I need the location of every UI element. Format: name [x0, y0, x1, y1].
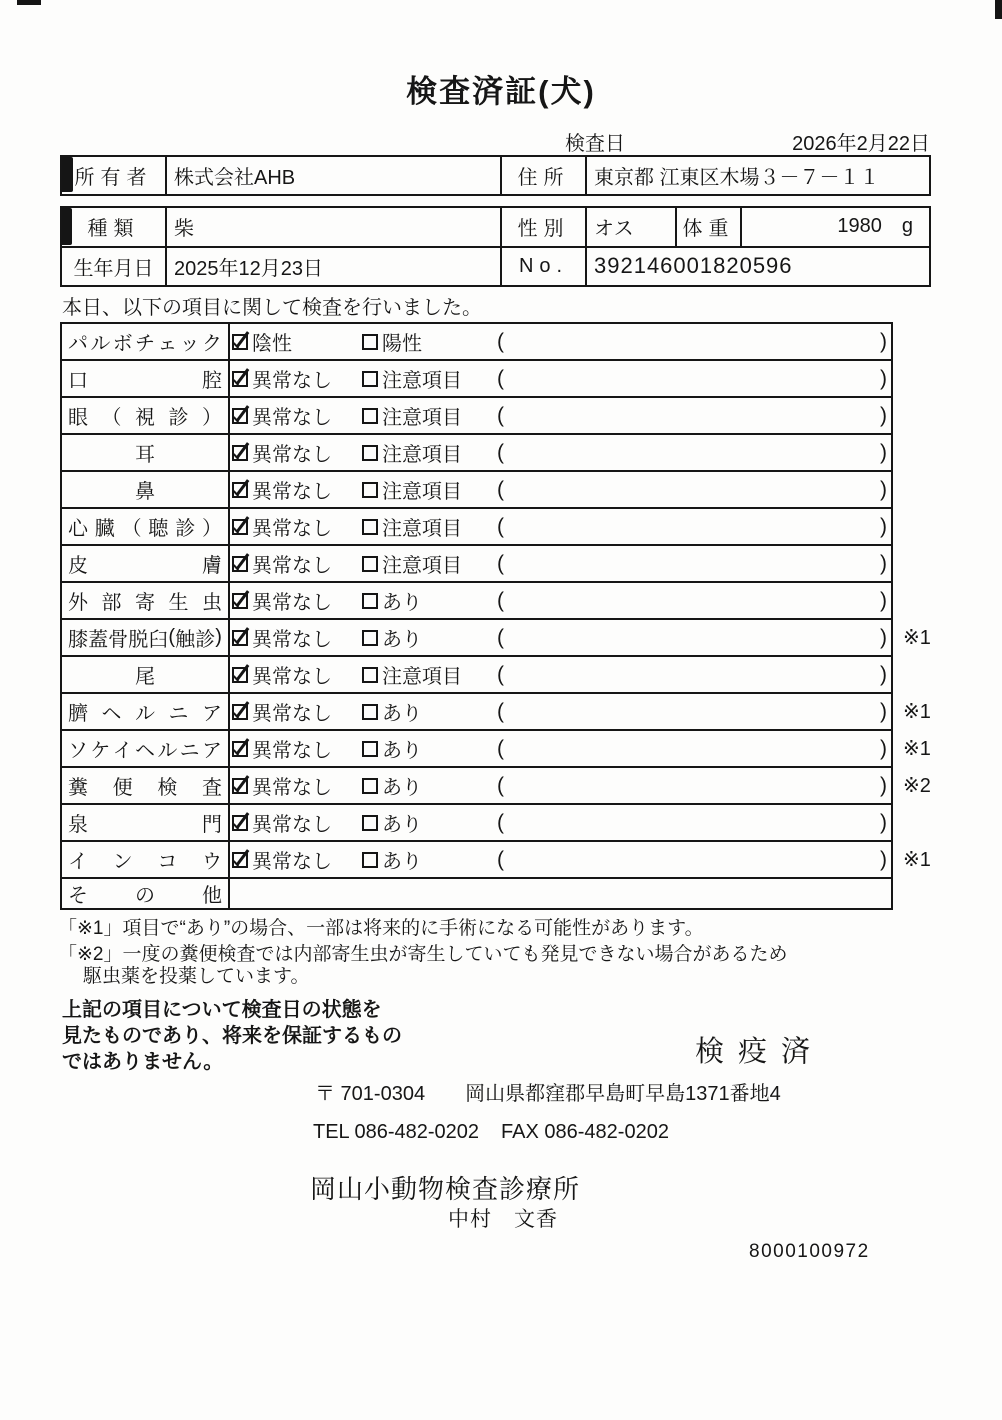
checkbox-label: 注意項目	[382, 444, 462, 466]
clinic-address-line	[315, 1077, 781, 1106]
result-option-secondary[interactable]	[362, 657, 462, 692]
comment-paren-close: )	[880, 440, 887, 464]
checkbox-icon	[232, 519, 248, 535]
checkbox-icon	[362, 334, 378, 350]
checkbox-icon	[362, 371, 378, 387]
intro-text: 本日、以下の項目に関して検査を行いました。	[62, 297, 482, 319]
info-table	[60, 206, 931, 287]
comment-paren-open: (	[497, 699, 504, 723]
result-option-secondary[interactable]	[362, 694, 422, 729]
result-option-primary[interactable]	[232, 472, 332, 507]
address-value: 東京都 江東区木場３－７－１１	[594, 167, 880, 189]
inspection-item-label: 臍 ヘ ル ニ ア	[62, 694, 230, 729]
no-value: 392146001820596	[594, 253, 793, 279]
result-option-primary[interactable]	[232, 435, 332, 470]
comment-paren-open: (	[497, 514, 504, 538]
checkbox-label: 異常なし	[252, 407, 332, 429]
comment-paren-open: (	[497, 662, 504, 686]
inspection-row	[62, 731, 931, 768]
inspection-item-label: 心 臓 （ 聴 診 ）	[62, 509, 230, 544]
page-title: 検査済証(犬)	[406, 74, 596, 109]
inspection-row	[62, 398, 891, 435]
weight-cell	[742, 208, 929, 246]
checkbox-label: あり	[382, 629, 422, 651]
comment-paren-open: (	[497, 773, 504, 797]
checkbox-label: あり	[382, 814, 422, 836]
checkbox-label: 異常なし	[252, 370, 332, 392]
comment-paren-close: )	[880, 514, 887, 538]
no-label: No.	[502, 248, 587, 286]
checkbox-icon	[362, 630, 378, 646]
comment-paren-close: )	[880, 773, 887, 797]
result-option-secondary[interactable]	[362, 583, 422, 618]
footnote-2-line2: 駆虫薬を投薬しています。	[83, 966, 310, 987]
inspection-row	[62, 435, 891, 472]
checkbox-label: あり	[382, 740, 422, 762]
comment-paren-open: (	[497, 366, 504, 390]
checkbox-icon	[232, 852, 248, 868]
comment-paren-close: )	[880, 625, 887, 649]
checkbox-label: 異常なし	[252, 851, 332, 873]
checkbox-icon	[232, 482, 248, 498]
checkbox-label: 異常なし	[252, 814, 332, 836]
owner-table	[60, 155, 931, 196]
clinic-fax: FAX 086-482-0202	[501, 1121, 669, 1143]
checkbox-icon	[362, 667, 378, 683]
inspection-row	[62, 657, 891, 694]
birth-date-label: 生 年 月 日	[62, 248, 167, 286]
inspection-row	[62, 842, 931, 879]
disclaimer-text	[62, 997, 402, 1075]
result-option-secondary[interactable]	[362, 509, 462, 544]
comment-paren-open: (	[497, 810, 504, 834]
checkbox-label: あり	[382, 703, 422, 725]
result-option-primary[interactable]	[232, 546, 332, 581]
comment-paren-close: )	[880, 662, 887, 686]
comment-paren-open: (	[497, 588, 504, 612]
checkbox-label: 注意項目	[382, 370, 462, 392]
comment-paren-open: (	[497, 329, 504, 353]
inspection-row	[62, 472, 891, 509]
checkbox-icon	[232, 778, 248, 794]
inspection-item-label: そ の 他	[62, 879, 230, 908]
checkbox-icon	[362, 482, 378, 498]
inspection-item-label: パ ル ボ チ ェ ッ ク	[62, 324, 230, 359]
checkbox-icon	[362, 704, 378, 720]
checkbox-icon	[362, 519, 378, 535]
checkbox-label: 異常なし	[252, 518, 332, 540]
comment-paren-open: (	[497, 551, 504, 575]
result-option-primary[interactable]	[232, 398, 332, 433]
birth-number-row	[62, 248, 929, 286]
inspection-item-label: 口 腔	[62, 361, 230, 396]
veterinarian-name: 中村 文香	[448, 1208, 558, 1231]
checkbox-icon	[362, 556, 378, 572]
result-option-primary[interactable]	[232, 657, 332, 692]
inspection-row	[62, 768, 931, 805]
inspection-date-label: 検査日	[565, 133, 625, 155]
disclaimer-line-3: ではありません。	[62, 1051, 224, 1073]
checkbox-label: 異常なし	[252, 703, 332, 725]
postal-code: 〒 701-0304	[315, 1083, 426, 1105]
checkbox-icon	[362, 593, 378, 609]
checkbox-icon	[362, 815, 378, 831]
result-option-primary[interactable]	[232, 842, 332, 877]
checkbox-label: 異常なし	[252, 629, 332, 651]
inspection-item-label: 糞 便 検 査	[62, 768, 230, 803]
checkbox-icon	[232, 408, 248, 424]
inspection-row	[62, 805, 891, 842]
owner-value: 株式会社AHB	[167, 157, 502, 194]
breed-sex-weight-row	[62, 208, 929, 248]
checkbox-icon	[232, 445, 248, 461]
checkbox-label: 注意項目	[382, 666, 462, 688]
clinic-contact-line	[313, 1121, 669, 1144]
inspection-date-value: 2026年2月22日	[792, 133, 930, 155]
result-option-secondary[interactable]	[362, 398, 462, 433]
checkbox-label: 異常なし	[252, 592, 332, 614]
inspection-item-label: 尾	[62, 657, 230, 692]
footnote-2-line1: 「※2」一度の糞便検査では内部寄生虫が寄生していても発見できない場合があるため	[58, 944, 788, 965]
inspection-item-label: 泉 門	[62, 805, 230, 840]
result-option-primary[interactable]	[232, 620, 332, 655]
weight-value: 1980	[837, 215, 882, 238]
checkbox-label: 注意項目	[382, 481, 462, 503]
row-note-marker: ※1	[903, 849, 931, 871]
comment-paren-close: )	[880, 699, 887, 723]
inspection-item-label: 鼻	[62, 472, 230, 507]
result-option-secondary[interactable]	[362, 546, 462, 581]
comment-paren-close: )	[880, 366, 887, 390]
inspection-row	[62, 361, 891, 398]
result-option-secondary[interactable]	[362, 842, 422, 877]
sex-value: オス	[587, 208, 677, 246]
checkbox-label: あり	[382, 592, 422, 614]
quarantine-stamp: 検疫済	[695, 1036, 825, 1068]
result-option-primary[interactable]	[232, 731, 332, 766]
checkbox-icon	[232, 704, 248, 720]
checkbox-label: 異常なし	[252, 555, 332, 577]
inspection-row	[62, 324, 891, 361]
address-label: 住所	[502, 157, 587, 194]
row-note-marker: ※1	[903, 627, 931, 649]
result-option-primary[interactable]	[232, 805, 332, 840]
checkbox-label: 異常なし	[252, 444, 332, 466]
checkbox-label: 異常なし	[252, 481, 332, 503]
result-option-secondary[interactable]	[362, 731, 422, 766]
scan-artifact	[17, 0, 41, 5]
clinic-address: 岡山県都窪郡早島町早島1371番地4	[465, 1083, 781, 1105]
checkbox-icon	[362, 852, 378, 868]
checkbox-icon	[232, 630, 248, 646]
checkbox-label: 陰性	[252, 333, 292, 355]
row-note-marker: ※1	[903, 738, 931, 760]
document-serial-number: 8000100972	[749, 1241, 870, 1262]
row-note-marker: ※2	[903, 775, 931, 797]
checkbox-icon	[232, 556, 248, 572]
result-option-secondary[interactable]	[362, 620, 422, 655]
scan-artifact	[995, 0, 1002, 19]
checkbox-icon	[362, 778, 378, 794]
result-option-primary[interactable]	[232, 361, 332, 396]
checkbox-label: 異常なし	[252, 777, 332, 799]
inspection-row	[62, 879, 891, 908]
checkbox-label: あり	[382, 851, 422, 873]
checkbox-label: 注意項目	[382, 407, 462, 429]
comment-paren-open: (	[497, 477, 504, 501]
result-option-primary[interactable]	[232, 324, 292, 359]
inspection-item-label: 眼 （ 視 診 ）	[62, 398, 230, 433]
comment-paren-close: )	[880, 810, 887, 834]
breed-value: 柴	[167, 208, 502, 246]
result-option-primary[interactable]	[232, 583, 332, 618]
inspection-item-label: 耳	[62, 435, 230, 470]
checkbox-label: 異常なし	[252, 740, 332, 762]
comment-paren-close: )	[880, 588, 887, 612]
clinic-name: 岡山小動物検査診療所	[310, 1174, 581, 1204]
inspection-table	[60, 322, 931, 910]
clinic-tel: TEL 086-482-0202	[313, 1121, 480, 1143]
checkbox-label: 注意項目	[382, 555, 462, 577]
owner-label: 所有者	[62, 157, 167, 194]
birth-date-value: 2025年12月23日	[167, 248, 502, 286]
checkbox-icon	[232, 667, 248, 683]
comment-paren-close: )	[880, 736, 887, 760]
checkbox-icon	[362, 408, 378, 424]
comment-paren-close: )	[880, 403, 887, 427]
result-option-primary[interactable]	[232, 509, 332, 544]
result-option-secondary[interactable]	[362, 361, 462, 396]
inspection-item-label: 膝 蓋 骨 脱 臼 ( 触 診 )	[62, 620, 230, 655]
checkbox-icon	[232, 371, 248, 387]
result-option-secondary[interactable]	[362, 768, 422, 803]
checkbox-label: 注意項目	[382, 518, 462, 540]
comment-paren-open: (	[497, 403, 504, 427]
inspection-item-label: ソ ケ イ ヘ ル ニ ア	[62, 731, 230, 766]
comment-paren-close: )	[880, 477, 887, 501]
comment-paren-close: )	[880, 329, 887, 353]
inspection-row	[62, 620, 931, 657]
comment-paren-open: (	[497, 440, 504, 464]
weight-label: 体重	[677, 208, 742, 246]
result-option-secondary[interactable]	[362, 472, 462, 507]
breed-label: 種類	[62, 208, 167, 246]
checkbox-icon	[232, 815, 248, 831]
comment-paren-open: (	[497, 847, 504, 871]
inspection-row	[62, 546, 891, 583]
checkbox-label: 異常なし	[252, 666, 332, 688]
result-option-primary[interactable]	[232, 694, 332, 729]
inspection-row	[62, 583, 891, 620]
row-note-marker: ※1	[903, 701, 931, 723]
sex-label: 性別	[502, 208, 587, 246]
checkbox-icon	[232, 334, 248, 350]
inspection-item-label: イ ン コ ウ	[62, 842, 230, 877]
footnote-1: 「※1」項目で“あり”の場合、一部は将来的に手術になる可能性があります。	[58, 918, 704, 939]
checkbox-icon	[362, 445, 378, 461]
comment-paren-open: (	[497, 625, 504, 649]
checkbox-icon	[362, 741, 378, 757]
checkbox-icon	[232, 741, 248, 757]
disclaimer-line-1: 上記の項目について検査日の状態を	[62, 999, 382, 1021]
disclaimer-line-2: 見たものであり、将来を保証するもの	[62, 1025, 402, 1047]
result-option-secondary[interactable]	[362, 324, 422, 359]
weight-unit: g	[901, 215, 913, 238]
result-option-secondary[interactable]	[362, 435, 462, 470]
checkbox-label: あり	[382, 777, 422, 799]
result-option-primary[interactable]	[232, 768, 332, 803]
inspection-row	[62, 694, 931, 731]
checkbox-icon	[232, 593, 248, 609]
comment-paren-close: )	[880, 551, 887, 575]
inspection-item-label: 外 部 寄 生 虫	[62, 583, 230, 618]
comment-paren-open: (	[497, 736, 504, 760]
checkbox-label: 陽性	[382, 333, 422, 355]
inspection-row	[62, 509, 891, 546]
inspection-item-label: 皮 膚	[62, 546, 230, 581]
comment-paren-close: )	[880, 847, 887, 871]
result-option-secondary[interactable]	[362, 805, 422, 840]
